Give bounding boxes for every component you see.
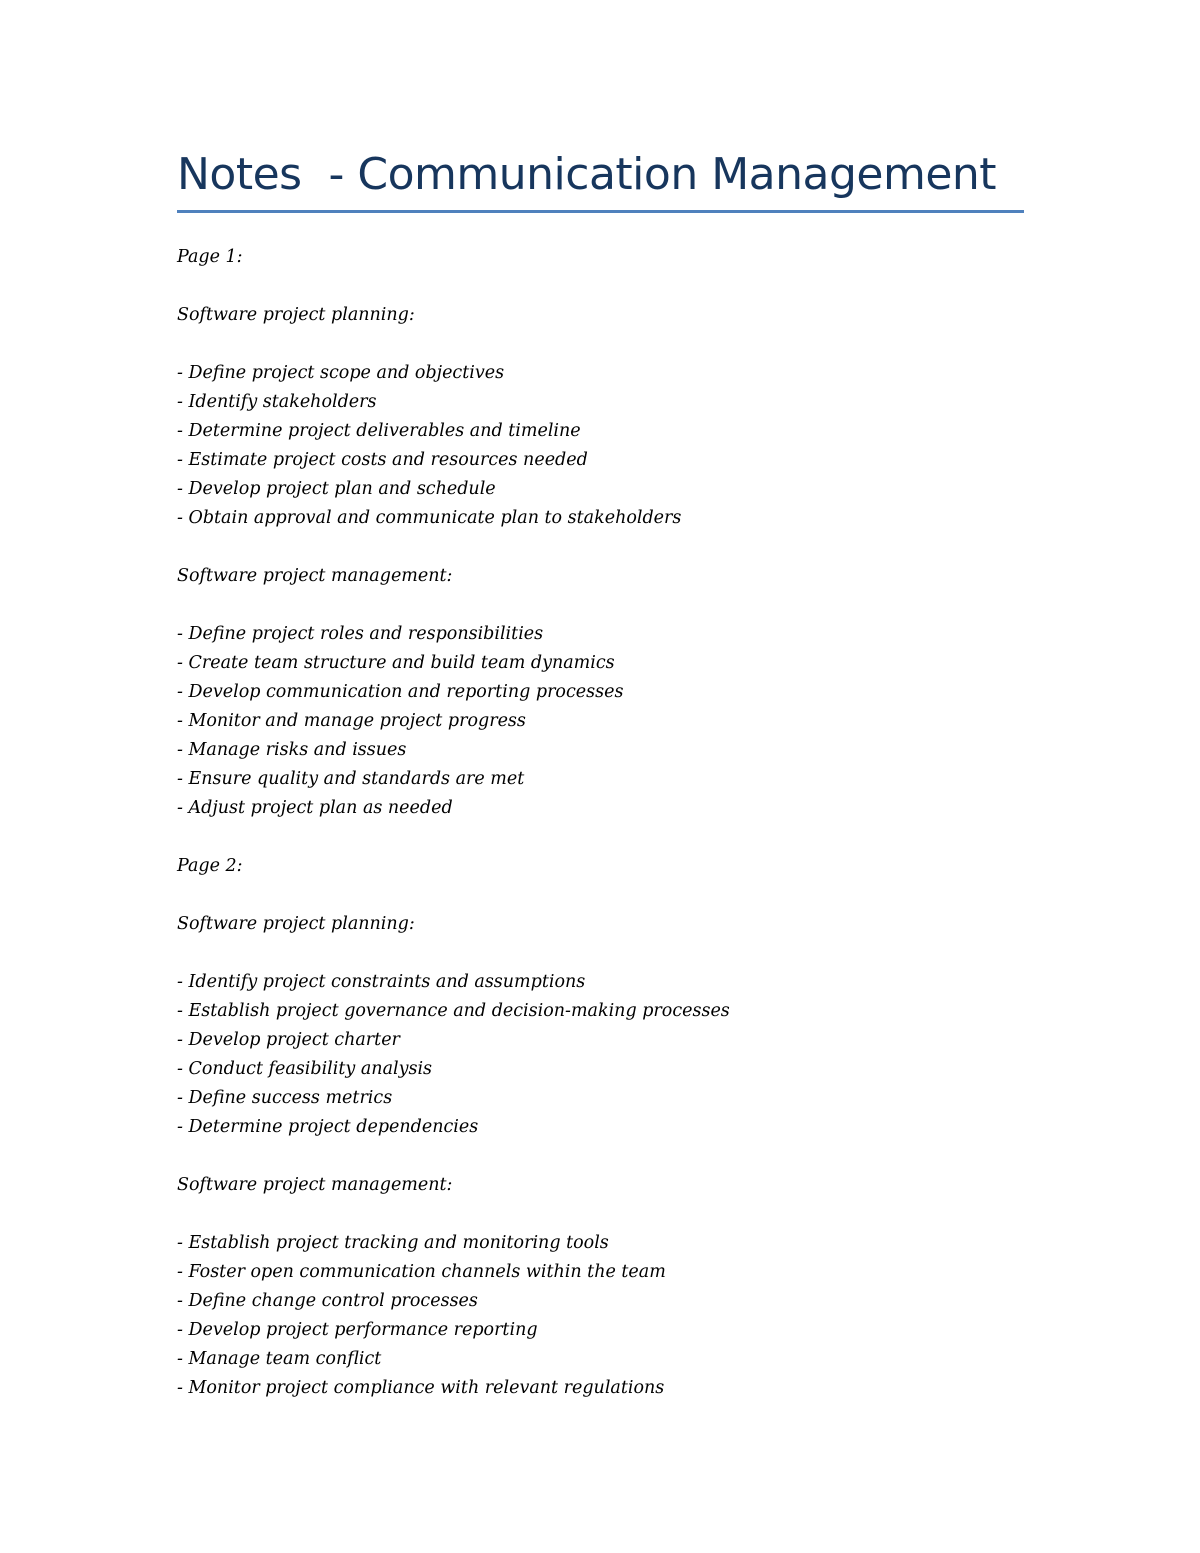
title-underline [177, 210, 1024, 213]
list-item: - Establish project tracking and monitoring tools [177, 1233, 609, 1253]
bullet-list [177, 968, 1024, 1142]
list-item: - Adjust project plan as needed [177, 798, 453, 818]
list-item: - Define change control processes [177, 1291, 478, 1311]
section-heading: Software project management: [177, 566, 453, 586]
page-label: Page 1: [177, 247, 243, 267]
list-item: - Create team structure and build team dynamics [177, 653, 615, 673]
list-item: - Determine project dependencies [177, 1117, 479, 1137]
bullet-list [177, 359, 1024, 533]
bullet-list [177, 1229, 1024, 1403]
list-item: - Establish project governance and decision-making processes [177, 1001, 730, 1021]
list-item: - Conduct feasibility analysis [177, 1059, 433, 1079]
list-item: - Determine project deliverables and timeline [177, 421, 581, 441]
document-title: Notes - Communication Management [177, 149, 997, 200]
list-item: - Foster open communication channels within the team [177, 1262, 666, 1282]
list-item: - Estimate project costs and resources needed [177, 450, 588, 470]
list-item: - Develop project charter [177, 1030, 400, 1050]
page-label: Page 2: [177, 856, 243, 876]
list-item: - Obtain approval and communicate plan to stakeholders [177, 508, 682, 528]
list-item: - Define project roles and responsibilities [177, 624, 544, 644]
bullet-list [177, 620, 1024, 823]
list-item: - Develop project plan and schedule [177, 479, 496, 499]
list-item: - Develop project performance reporting [177, 1320, 538, 1340]
list-item: - Define success metrics [177, 1088, 393, 1108]
document-body [177, 243, 1024, 1403]
list-item: - Identify project constraints and assumptions [177, 972, 586, 992]
list-item: - Monitor project compliance with relevant regulations [177, 1378, 665, 1398]
section-heading: Software project management: [177, 1175, 453, 1195]
list-item: - Ensure quality and standards are met [177, 769, 525, 789]
list-item: - Manage team conflict [177, 1349, 382, 1369]
list-item: - Manage risks and issues [177, 740, 407, 760]
section-heading: Software project planning: [177, 305, 415, 325]
list-item: - Develop communication and reporting processes [177, 682, 624, 702]
list-item: - Monitor and manage project progress [177, 711, 526, 731]
list-item: - Identify stakeholders [177, 392, 377, 412]
list-item: - Define project scope and objectives [177, 363, 505, 383]
section-heading: Software project planning: [177, 914, 415, 934]
